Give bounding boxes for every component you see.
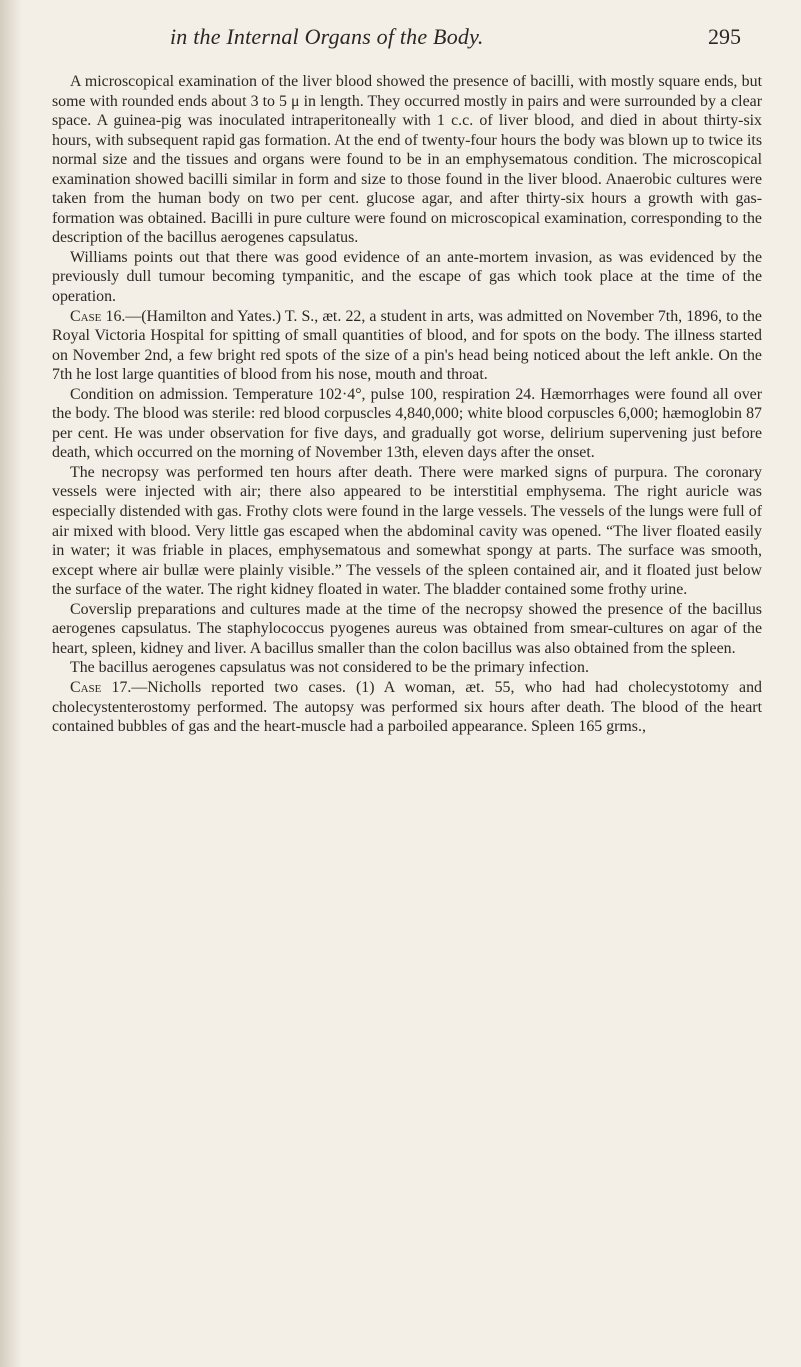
paragraph-condition-on-admission: Condition on admission. Temperature 102·4°, pulse 100, respiration 24. Hæmorrhages were found all over the body. The blood was sterile: red blood corpuscles 4,840,000; white blood corpuscles 6,000; hæmoglobin 87 per cent. He was under observation for five days, and gradually got worse, delirium supervening just before death, which occurred on the morning of November 13th, eleven days after the onset. bbox=[52, 385, 762, 462]
case-heading: Case 17. bbox=[70, 678, 132, 696]
paragraph-williams: Williams points out that there was good evidence of an ante-mortem invasion, as was evidenced by the previously dull tumour becoming tympanitic, and the escape of gas which took place at the time of the operation. bbox=[52, 248, 762, 306]
page-header bbox=[170, 24, 741, 54]
paragraph-case-16: Case 16.—(Hamilton and Yates.) T. S., æt. 22, a student in arts, was admitted on November 7th, 1896, to the Royal Victoria Hospital for spitting of small quantities of blood, and for spots on the body. The illness started on November 2nd, a few bright red spots of the size of a pin's head being noticed about the left ankle. On the 7th he lost large quantities of blood from his nose, mouth and throat. bbox=[52, 307, 762, 384]
case-heading: Case 16. bbox=[70, 307, 126, 325]
paragraph-primary-infection: The bacillus aerogenes capsulatus was not considered to be the primary infection. bbox=[70, 659, 589, 677]
page-number: 295 bbox=[708, 24, 741, 49]
paragraph-coverslip: Coverslip preparations and cultures made at the time of the necropsy showed the presence of the bacillus aerogenes capsulatus. The staphylococcus pyogenes aureus was obtained from smear-cultures on agar of the heart, spleen, kidney and liver. A bacillus smaller than the colon bacillus was also obtained from the spleen. bbox=[52, 600, 762, 657]
paragraph-microscopical-examination: A microscopical examination of the liver blood showed the presence of bacilli, with mostly square ends, but some with rounded ends about 3 to 5 μ in length. They occurred mostly in pairs and were surrounded by a clear space. A guinea-pig was inoculated intraperitoneally with 1 c.c. of liver blood, and died in about thirty-six hours, with subsequent rapid gas formation. At the end of twenty-four hours the body was blown up to twice its normal size and the tissues and organs were found to be in an emphysematous condition. The microscopical examination showed bacilli similar in form and size to those found in the liver blood. Anaerobic cultures were taken from the human body on two per cent. glucose agar, and after thirty-six hours a growth with gas-formation was obtained. Bacilli in pure culture were found on microscopical examination, corresponding to the description of the bacillus aerogenes capsulatus. bbox=[52, 73, 762, 247]
paragraph-necropsy: The necropsy was performed ten hours after death. There were marked signs of purpura. The coronary vessels were injected with air; there also appeared to be interstitial emphysema. The right auricle was especially distended with gas. Frothy clots were found in the large vessels. The vessels of the lungs were full of air mixed with blood. Very little gas escaped when the abdominal cavity was opened. “The liver floated easily in water; it was friable in places, emphysematous and somewhat spongy at parts. The surface was smooth, except where air bullæ were plainly visible.” The vessels of the spleen contained air, and it floated just below the surface of the water. The right kidney floated in water. The bladder contained some frothy urine. bbox=[52, 463, 762, 599]
paragraph-case-17: Case 17.—Nicholls reported two cases. (1) A woman, æt. 55, who had had cholecystotomy and cholecystenterostomy performed. The autopsy was performed six hours after death. The blood of the heart contained bubbles of gas and the heart-muscle had a parboiled appearance. Spleen 165 grms., bbox=[52, 678, 762, 736]
body-text bbox=[52, 72, 762, 737]
page-edge-shadow bbox=[0, 0, 22, 1367]
running-title: in the Internal Organs of the Body. bbox=[170, 24, 484, 49]
